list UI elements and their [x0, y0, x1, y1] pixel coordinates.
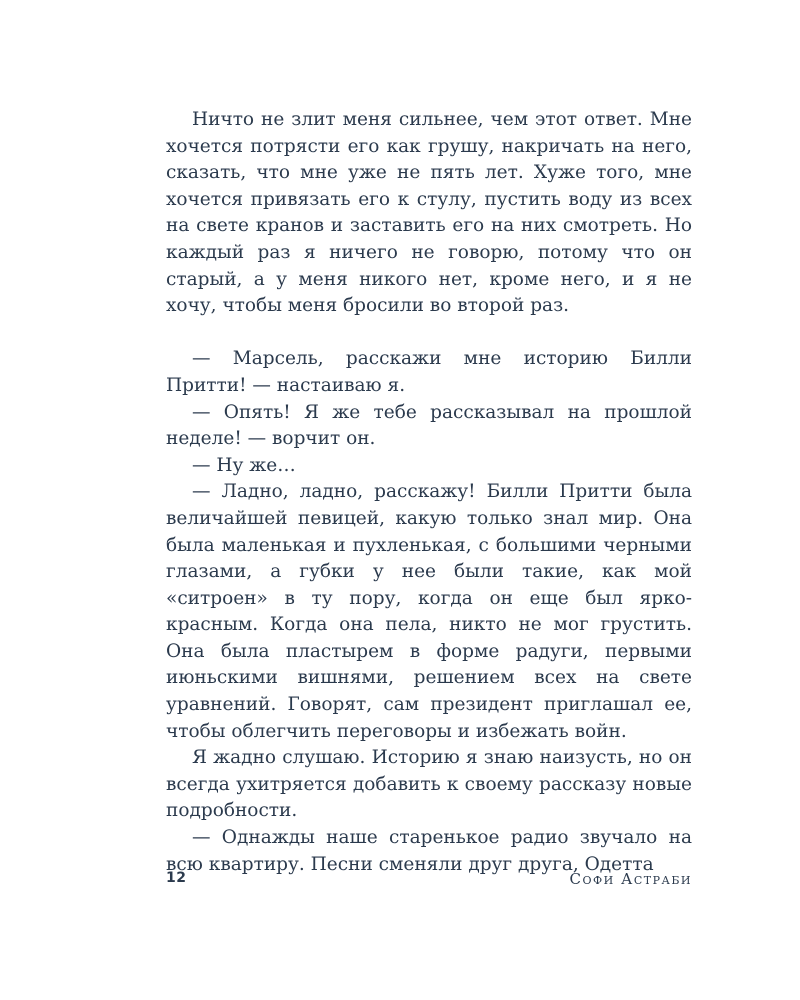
paragraph-gap — [166, 320, 692, 347]
paragraph: Я жадно слушаю. Историю я знаю наизусть, но он всегда ухитряется добавить к своему рассказу новые подробности. — [166, 747, 692, 822]
paragraph: — Ладно, ладно, расскажу! Билли Притти была величайшей певицей, какую только знал мир. Она была маленькая и пухленькая, с большими черными глазами, а губки у нее были такие, как мой «ситроен» в ту пору, когда он еще был ярко-красным. Когда она пела, никто не мог грустить. Она была пластырем в форме радуги, первыми июньскими вишнями, решением всех на свете уравнений. Говорят, сам президент приглашал ее, чтобы облегчить переговоры и избежать войн. — [166, 481, 692, 742]
paragraph: — Опять! Я же тебе рассказывал на прошлой неделе! — ворчит он. — [166, 401, 692, 450]
page-number: 12 — [166, 870, 187, 886]
paragraph: — Марсель, расскажи мне историю Билли Притти! — настаиваю я. — [166, 348, 692, 396]
page-footer — [166, 870, 692, 894]
paragraph: — Однажды наше старенькое радио звучало на всю квартиру. Песни сменяли друг друга, Одетта — [166, 827, 692, 875]
paragraph: — Ну же… — [192, 454, 296, 476]
running-head-author: Софи Астраби — [569, 870, 692, 888]
body-text — [166, 107, 692, 878]
paragraph: Ничто не злит меня сильнее, чем этот ответ. Мне хочется потрясти его как грушу, накричать на него, сказать, что мне уже не пять лет. Хуже того, мне хочется привязать его к стулу, пустить воду из всех на свете кранов и заставить его на них смотреть. Но каждый раз я ничего не говорю, потому что он старый, а у меня никого нет, кроме него, и я не хочу, чтобы меня бросили во второй раз. — [166, 109, 692, 317]
